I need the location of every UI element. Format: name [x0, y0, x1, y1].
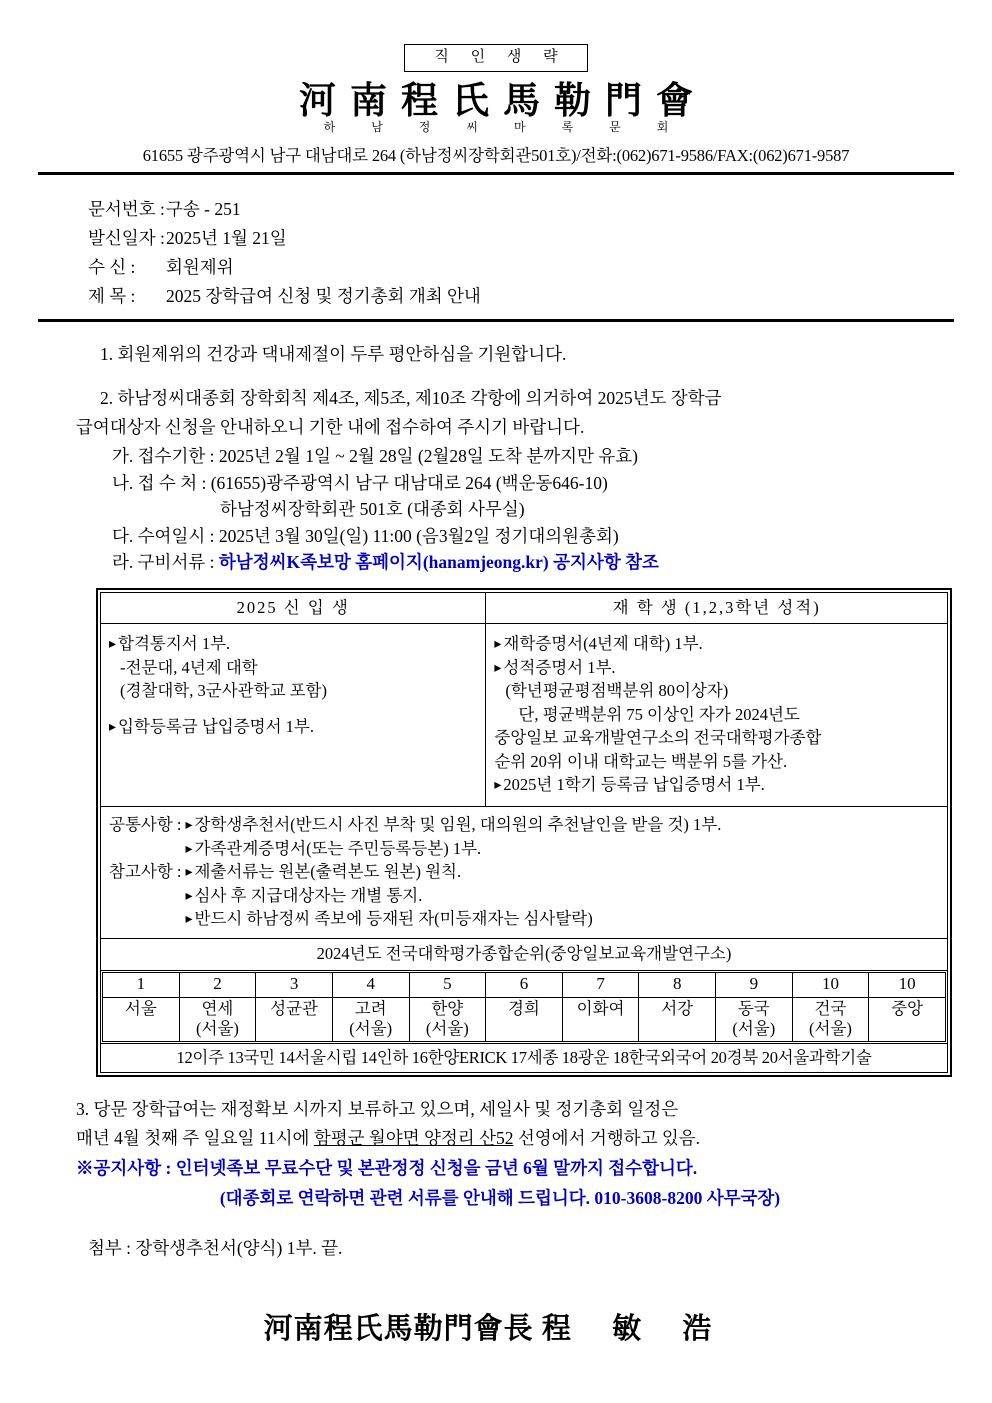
rank-university-line: 중앙 — [891, 998, 924, 1018]
rank-table-title: 2024년도 전국대학평가종합순위(중앙일보교육개발연구소) — [101, 939, 948, 970]
paragraph-2-line-1: 2. 하남정씨대종회 장학회칙 제4조, 제5조, 제10조 각항에 의거하여 2025년도 장학금 — [100, 388, 722, 409]
attachment-line: 첨부 : 장학생추천서(양식) 1부. 끝. — [88, 1237, 343, 1258]
rank-number-cell: 5 — [409, 972, 486, 997]
rank-university-line: 연세 — [201, 998, 234, 1018]
rank-number-cell: 7 — [562, 972, 639, 997]
req-enrolled-4: 단, 평균백분위 75 이상인 자가 2024년도 — [518, 704, 800, 724]
table-requirements-row — [101, 624, 948, 807]
rank-university-cell — [486, 997, 563, 1041]
req-enrolled-3: (학년평균평점백분위 80이상자) — [505, 681, 729, 701]
date-label: 발신일자 : — [88, 227, 165, 248]
req-new-1: ▸ 합격통지서 1부. — [109, 632, 479, 655]
detail-value-ceremony: 2025년 3월 30일(일) 11:00 (음3월2일 정기대의원총회) — [218, 525, 619, 546]
reference-note-3: ▸ 반드시 하남정씨 족보에 등재된 자(미등재자는 심사탈락) — [185, 907, 939, 930]
req-new-spacer — [109, 703, 479, 715]
meta-row-subject — [88, 282, 992, 311]
detail-value-address: (61655)광주광역시 남구 대남대로 264 (백운동646-10) — [210, 472, 608, 493]
rank-university-cell — [639, 997, 716, 1041]
req-enrolled-2: ▸ 성적증명서 1부. — [494, 656, 941, 679]
requirements-table — [100, 592, 948, 1073]
rank-extra-list: 12이주 13국민 14서울시립 14인하 16한양ERICK 17세종 18광운 18한국외국어 20경북 20서울과학기술 — [101, 1043, 948, 1072]
req-new-4: ▸ 입학등록금 납입증명서 1부. — [109, 715, 479, 738]
rank-number-cell: 9 — [716, 972, 793, 997]
rank-university-line: 동국 — [737, 998, 770, 1018]
rank-university-line: 이화여 — [576, 998, 625, 1018]
rank-extra-row — [101, 1043, 948, 1072]
cell-common-and-reference-notes — [101, 807, 948, 939]
req-enrolled-1: ▸ 재학증명서(4년제 대학) 1부. — [494, 632, 941, 655]
reference-note-1: ▸ 제출서류는 원본(출력본도 원본) 원칙. — [185, 860, 939, 883]
paragraph-3-post: 선영에서 거행하고 있음. — [513, 1127, 701, 1148]
rank-name-row — [103, 997, 946, 1041]
rank-number-cell: 2 — [179, 972, 256, 997]
application-details-list — [112, 443, 920, 576]
rank-number-cell: 4 — [332, 972, 409, 997]
reference-notes-label: 참고사항 : — [109, 862, 182, 882]
subject-label: 제 목 : — [88, 285, 136, 306]
paragraph-3-pre: 매년 4월 첫째 주 일요일 11시에 — [76, 1127, 314, 1148]
date-value: 2025년 1월 21일 — [166, 227, 287, 248]
req-new-2: -전문대, 4년제 대학 — [120, 657, 258, 677]
column-header-new-students: 2025 신 입 생 — [101, 592, 486, 623]
recipient-value: 회원제위 — [166, 256, 234, 277]
rank-university-cell — [103, 997, 180, 1041]
paragraph-1: 1. 회원제위의 건강과 댁내제절이 두루 평안하심을 기원합니다. — [100, 343, 567, 364]
meta-row-doc-number — [88, 195, 992, 224]
signature-name: 程 敏 浩 — [541, 1312, 729, 1345]
common-note-1: ▸ 장학생추천서(반드시 사진 부착 및 임원, 대의원의 추천날인을 받을 것) 1부. — [185, 813, 939, 836]
document-footer — [76, 1095, 924, 1212]
rank-number-cell: 8 — [639, 972, 716, 997]
reference-notes-values — [185, 860, 939, 930]
rank-university-line: 건국 — [814, 998, 847, 1018]
organization-name-hangul: 하남정씨마록문회 — [323, 120, 705, 135]
detail-value-address-line2: 하남정씨장학회관 501호 (대종회 사무실) — [220, 499, 525, 520]
table-common-notes-row — [101, 807, 948, 939]
detail-key-ceremony: 다. 수여일시 : — [112, 525, 215, 546]
rank-university-line: 경희 — [507, 998, 540, 1018]
signature-title: 河南程氏馬勒門會長 — [263, 1312, 534, 1345]
rank-university-line: (서울) — [196, 1018, 239, 1038]
organization-name-hanja: 河南程氏馬勒門會 — [299, 80, 707, 122]
notice-line-2: (대종회로 연락하면 관련 서류를 안내해 드립니다. 010-3608-8200 사무국장) — [219, 1188, 781, 1209]
rank-university-cell — [409, 997, 486, 1041]
doc-number-label: 문서번호 : — [88, 198, 165, 219]
rank-table-container — [101, 970, 948, 1043]
rank-university-line: (서울) — [425, 1018, 469, 1038]
cell-enrolled-student-requirements — [486, 624, 948, 807]
paragraph-3-line-1: 3. 당문 장학급여는 재정확보 시까지 보류하고 있으며, 세일사 및 정기총회 일정은 — [76, 1099, 679, 1120]
paragraph-3-location: 함평군 월야면 양정리 산52 — [313, 1127, 514, 1148]
req-new-3: (경찰대학, 3군사관학교 포함) — [120, 681, 327, 701]
rank-university-cell — [869, 997, 946, 1041]
signature-block — [0, 1306, 992, 1347]
common-notes-block — [109, 813, 939, 860]
detail-value-deadline: 2025년 2월 1일 ~ 2월 28일 (2월28일 도착 분까지만 유효) — [218, 446, 638, 467]
paragraph-2 — [76, 384, 920, 412]
header-divider — [38, 172, 954, 175]
rank-number-cell: 10 — [792, 972, 869, 997]
rank-university-cell — [179, 997, 256, 1041]
detail-key-address: 나. 접 수 처 : — [112, 472, 207, 493]
detail-item-address — [112, 470, 920, 497]
rank-university-cell — [716, 997, 793, 1041]
table-header-row — [101, 592, 948, 623]
rank-table-title-row — [101, 939, 948, 970]
cell-new-student-requirements — [101, 624, 486, 807]
rank-university-line: (서울) — [732, 1018, 776, 1038]
common-notes-values — [185, 813, 939, 860]
rank-university-line: (서울) — [809, 1018, 852, 1038]
req-enrolled-5: 중앙일보 교육개발연구소의 전국대학평가종합 — [494, 728, 822, 748]
rank-university-line: 한양 — [431, 998, 464, 1018]
letterhead — [0, 0, 992, 166]
rank-university-cell — [562, 997, 639, 1041]
doc-number-value: 구송 - 251 — [166, 198, 241, 219]
organization-address: 61655 광주광역시 남구 대남대로 264 (하남정씨장학회관501호)/전화:(062)671-9586/FAX:(062)671-9587 — [142, 145, 850, 165]
detail-key-documents: 라. 구비서류 : — [112, 552, 215, 573]
rank-university-cell — [256, 997, 333, 1041]
rank-number-cell: 1 — [103, 972, 180, 997]
requirements-table-container — [96, 588, 952, 1077]
meta-row-recipient — [88, 253, 992, 282]
rank-university-line: 서울 — [124, 998, 157, 1018]
notice-line-1: ※공지사항 : 인터넷족보 무료수단 및 본관정정 신청을 금년 6월 말까지 접수합니다. — [76, 1157, 698, 1178]
rank-number-row — [103, 972, 946, 997]
meta-divider — [38, 319, 954, 322]
rank-university-cell — [792, 997, 869, 1041]
common-notes-label: 공통사항 : — [109, 815, 182, 835]
recipient-label: 수 신 : — [88, 256, 136, 277]
rank-university-line: 성균관 — [270, 998, 318, 1018]
column-header-enrolled-students: 재 학 생 (1,2,3학년 성적) — [486, 592, 948, 623]
rank-university-line: 고려 — [354, 998, 387, 1018]
req-enrolled-7: ▸ 2025년 1학기 등록금 납입증명서 1부. — [494, 773, 941, 796]
paragraph-2-line-2: 급여대상자 신청을 안내하오니 기한 내에 접수하여 주시기 바랍니다. — [76, 416, 585, 437]
university-rank-table — [102, 972, 946, 1042]
paragraph-3-line-2 — [76, 1124, 924, 1152]
rank-university-line: (서울) — [349, 1018, 393, 1038]
detail-item-documents — [112, 549, 920, 576]
rank-number-cell: 3 — [256, 972, 333, 997]
subject-value: 2025 장학급여 신청 및 정기총회 개최 안내 — [166, 285, 481, 306]
detail-item-deadline — [112, 443, 920, 470]
detail-key-deadline: 가. 접수기한 : — [112, 446, 215, 467]
rank-number-cell: 6 — [486, 972, 563, 997]
document-meta — [88, 195, 992, 311]
rank-number-cell: 10 — [869, 972, 946, 997]
rank-university-cell — [332, 997, 409, 1041]
document-body — [76, 340, 920, 576]
rank-table-row — [101, 970, 948, 1043]
seal-omitted-stamp: 직 인 생 략 — [404, 44, 587, 72]
reference-note-2: ▸ 심사 후 지급대상자는 개별 통지. — [185, 884, 939, 907]
rank-university-line: 서강 — [661, 998, 694, 1018]
meta-row-date — [88, 224, 992, 253]
req-enrolled-6: 순위 20위 이내 대학교는 백분위 5를 가산. — [494, 751, 788, 771]
reference-notes-block — [109, 860, 939, 930]
detail-item-ceremony — [112, 523, 920, 550]
detail-value-documents-link[interactable]: 하남정씨K족보망 홈페이지(hanamjeong.kr) 공지사항 참조 — [218, 552, 659, 573]
common-note-2: ▸ 가족관계증명서(또는 주민등록등본) 1부. — [185, 837, 939, 860]
